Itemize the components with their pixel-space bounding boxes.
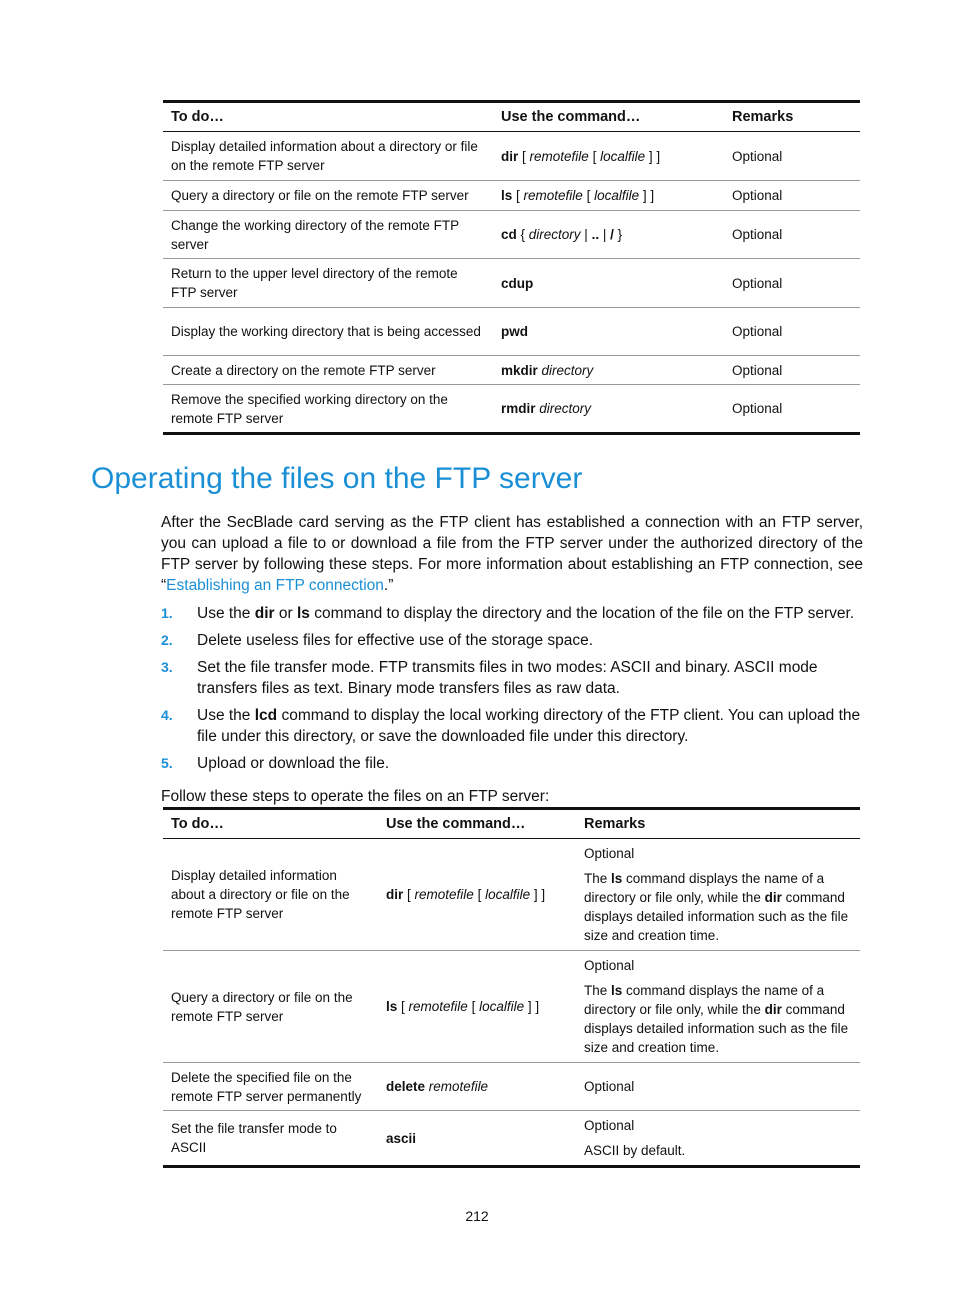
remark-cell: Optional bbox=[724, 211, 860, 259]
command-cell: ls [ remotefile [ localfile ] ] bbox=[493, 181, 724, 211]
table-row bbox=[163, 181, 860, 211]
command-cell: dir [ remotefile [ localfile ] ] bbox=[378, 839, 576, 951]
remark-cell: Optional bbox=[724, 356, 860, 385]
page-number: 212 bbox=[465, 1208, 489, 1224]
table-row bbox=[163, 1111, 860, 1167]
commands-table-files bbox=[163, 807, 860, 1168]
command-cell: rmdir directory bbox=[493, 385, 724, 434]
header-command: Use the command… bbox=[378, 809, 576, 839]
header-todo: To do… bbox=[163, 809, 378, 839]
table-row bbox=[163, 385, 860, 434]
command-cell: dir [ remotefile [ localfile ] ] bbox=[493, 132, 724, 181]
header-remarks: Remarks bbox=[724, 102, 860, 132]
todo-cell: Display the working directory that is being accessed bbox=[163, 308, 493, 356]
todo-cell: Display detailed information about a directory or file on the remote FTP server bbox=[163, 839, 378, 951]
remark-cell: Optional bbox=[724, 385, 860, 434]
command-cell: cd { directory | .. | / } bbox=[493, 211, 724, 259]
todo-cell: Return to the upper level directory of the remote FTP server bbox=[163, 259, 493, 308]
command-cell: mkdir directory bbox=[493, 356, 724, 385]
table-row bbox=[163, 951, 860, 1063]
todo-cell: Remove the specified working directory on the remote FTP server bbox=[163, 385, 493, 434]
command-cell: delete remotefile bbox=[378, 1063, 576, 1111]
commands-table-directories bbox=[163, 100, 860, 435]
header-todo: To do… bbox=[163, 102, 493, 132]
intro-paragraph: After the SecBlade card serving as the FTP client has established a connection with an FTP server, you can upload a file to or download a file from the FTP server under the authorized directory of the FTP server by following these steps. For more information about establishing an FTP connection, see “Establishing an FTP connection.” bbox=[161, 514, 863, 594]
table-row bbox=[163, 839, 860, 951]
remark-cell: Optional bbox=[724, 259, 860, 308]
section-heading: Operating the files on the FTP server bbox=[91, 462, 583, 495]
table-row bbox=[163, 1063, 860, 1111]
table-header-row bbox=[163, 809, 860, 839]
table-row bbox=[163, 211, 860, 259]
command-cell: ascii bbox=[378, 1111, 576, 1167]
todo-cell: Set the file transfer mode to ASCII bbox=[163, 1111, 378, 1167]
table-row bbox=[163, 259, 860, 308]
list-item: 5. Upload or download the file. bbox=[161, 755, 390, 772]
remark-cell: Optional The ls command displays the name of a directory or file only, while the dir command displays detailed information such as the file size and creation time. bbox=[576, 839, 860, 951]
establishing-ftp-connection-link[interactable]: Establishing an FTP connection bbox=[166, 577, 384, 594]
remark-cell: Optional bbox=[724, 181, 860, 211]
todo-cell: Change the working directory of the remote FTP server bbox=[163, 211, 493, 259]
follow-steps-text: Follow these steps to operate the files on an FTP server: bbox=[161, 788, 550, 805]
todo-cell: Create a directory on the remote FTP server bbox=[163, 356, 493, 385]
command-cell: ls [ remotefile [ localfile ] ] bbox=[378, 951, 576, 1063]
command-cell: cdup bbox=[493, 259, 724, 308]
header-command: Use the command… bbox=[493, 102, 724, 132]
table-row bbox=[163, 308, 860, 356]
remark-cell: Optional The ls command displays the name of a directory or file only, while the dir command displays detailed information such as the file size and creation time. bbox=[576, 951, 860, 1063]
command-cell: pwd bbox=[493, 308, 724, 356]
table-row bbox=[163, 132, 860, 181]
remark-cell: Optional bbox=[724, 132, 860, 181]
list-item: 1. Use the dir or ls command to display the directory and the location of the file on the FTP server. bbox=[161, 605, 855, 622]
table-row bbox=[163, 356, 860, 385]
remark-cell: Optional bbox=[576, 1063, 860, 1111]
todo-cell: Display detailed information about a directory or file on the remote FTP server bbox=[163, 132, 493, 181]
remark-cell: Optional ASCII by default. bbox=[576, 1111, 860, 1167]
steps-list bbox=[161, 603, 863, 780]
header-remarks: Remarks bbox=[576, 809, 860, 839]
remark-cell: Optional bbox=[724, 308, 860, 356]
list-item: 4. Use the lcd command to display the local working directory of the FTP client. You can upload the file under this directory, or save the downloaded file under this directory. bbox=[161, 707, 861, 745]
todo-cell: Query a directory or file on the remote FTP server bbox=[163, 181, 493, 211]
table-header-row bbox=[163, 102, 860, 132]
list-item: 2. Delete useless files for effective use of the storage space. bbox=[161, 632, 594, 649]
todo-cell: Delete the specified file on the remote FTP server permanently bbox=[163, 1063, 378, 1111]
list-item: 3. Set the file transfer mode. FTP transmits files in two modes: ASCII and binary. ASCII mode transfers files as text. Binary mode transfers files as raw data. bbox=[161, 659, 818, 697]
todo-cell: Query a directory or file on the remote FTP server bbox=[163, 951, 378, 1063]
